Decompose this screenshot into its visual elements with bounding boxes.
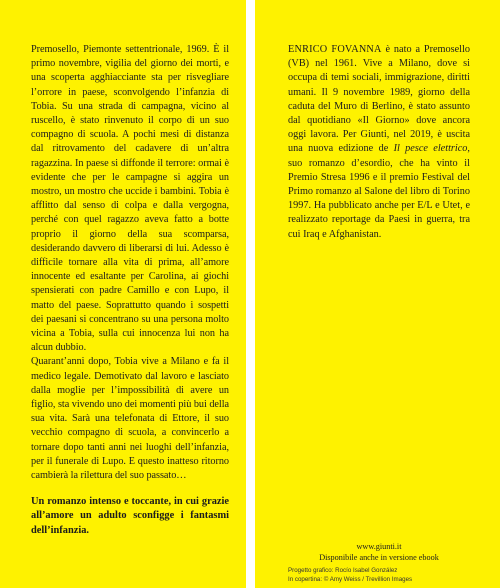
credits <box>288 566 478 584</box>
design-credit: Progetto grafico: Rocío Isabel González <box>288 567 398 574</box>
book-title: Il pesce elettrico <box>393 143 468 155</box>
synopsis-paragraph-2: Quarant’anni dopo, Tobia vive a Milano e fa il medico legale. Demotivato dal lavoro e lasciato dalla moglie per l’impossibilità di avere un figlio, sta vivendo uno dei momenti più bui della sua vita. Sarà una telefonata di Ettore, il suo vecchio compagno di scuola, a convincerlo a tornare dopo tanti anni nei luoghi dell’infanzia, per il funerale di Lupo. E questo inatteso ritorno cambierà la rilettura del suo passato… <box>31 356 229 482</box>
author-name: ENRICO FOVANNA <box>288 44 382 55</box>
flap-gutter <box>246 0 255 588</box>
synopsis-paragraph-1: Premosello, Piemonte settentrionale, 1969. È il primo novembre, vigilia del giorno dei morti, e una scoperta agghiacciante sta per risvegliare l’orrore in paese, sconvolgendo l’infanzia di Tobia. Su una strada di campagna, vicino al ruscello, è stato rinvenuto il corpo di un suo compagno di scuola. A pochi mesi di distanza dal ritrovamento del cadavere di un’altra ragazzina. In paese si diffonde il terrore: ormai è evidente che per le campagne si aggira un mostro, un mostro che uccide i bambini. Tobia è afflitto dal senso di colpa e dalla vergogna, perché con quel ragazzo aveva fatto a botte proprio il giorno della sua scomparsa, desiderando davvero di liberarsi di lui. Adesso è difficile tornare alla vita di prima, all’amore innocente ed esaltante per Carolina, ai giochi spensierati con padre Camillo e con Lupo, il matto del paese. Soprattutto quando i sospetti dei paesani si concentrano su una persona molto vicina a Tobia, sulla cui innocenza lui non ha alcun dubbio. <box>31 44 229 354</box>
tagline: Un romanzo intenso e toccante, in cui grazie all’amore un adulto sconfigge i fantasmi dell’infanzia. <box>31 496 229 536</box>
author-bio <box>288 43 470 242</box>
synopsis <box>31 43 229 483</box>
bio-text-1: è nato a Premosello (VB) nel 1961. Vive a Milano, dove si occupa di temi sociali, immigrazione, diritti umani. Il 9 novembre 1989, giorno della caduta del Muro di Berlino, è stato assunto dal quotidiano «Il Giorno» dove ancora oggi lavora. Per Giunti, nel 2019, è uscita una nuova edizione de <box>288 44 470 155</box>
bio-text-2: , suo romanzo d’esordio, che ha vinto il Premio Stresa 1996 e il premio Festival del Primo romanzo al Salone del libro di Torino 1997. Ha pubblicato anche per E/L e Utet, e realizzato reportage da Paesi in guerra, tra cui Iraq e Afghanistan. <box>288 143 470 240</box>
ebook-note: Disponibile anche in versione ebook <box>319 553 439 562</box>
publisher-website: www.giunti.it <box>356 542 402 551</box>
cover-credit: In copertina: © Amy Weiss / Trevillion Images <box>288 576 413 583</box>
